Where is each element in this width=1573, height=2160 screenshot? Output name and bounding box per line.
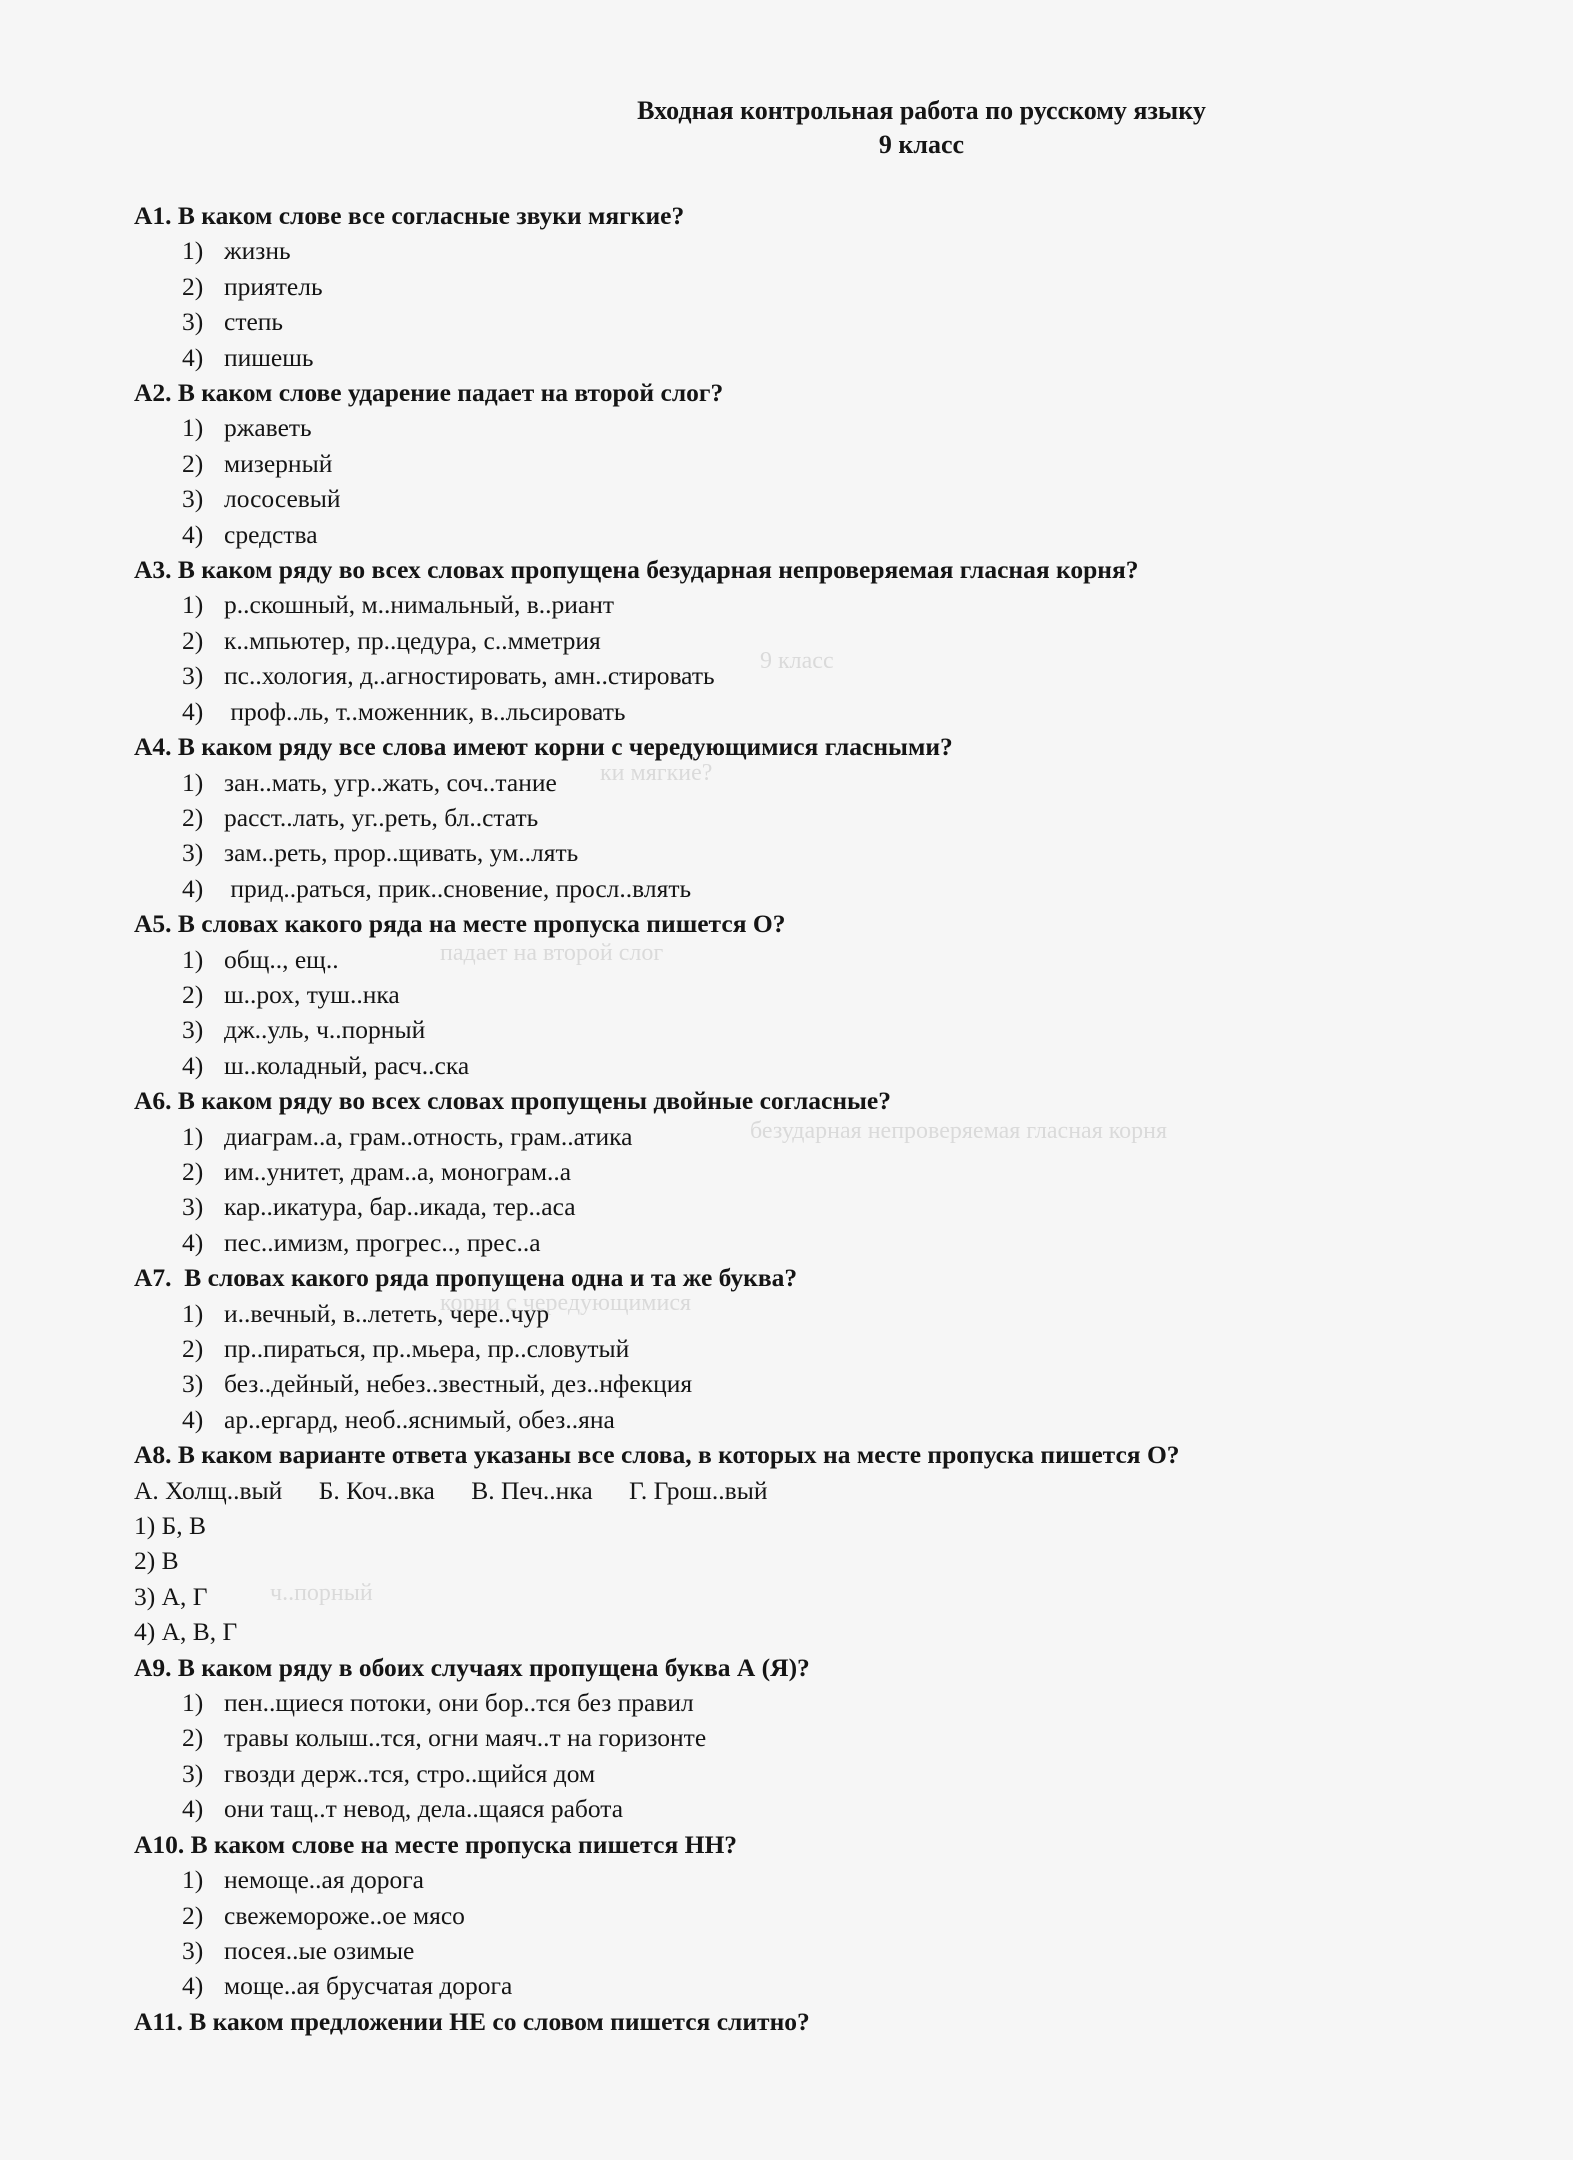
option-number: 1) [182,236,204,266]
question-a1: А1. В каком слове все согласные звуки мягкие? [134,201,685,230]
option [134,1898,1534,1933]
option-number: 3) [182,1015,204,1045]
document-title: Входная контрольная работа по русскому языку [637,96,1206,125]
option-number: 1) [182,1688,204,1718]
option [134,1933,1534,1968]
option [134,233,1534,268]
option-number: 3) [182,1758,204,1788]
option [134,304,1534,339]
word-b: Б. Коч..вка [318,1475,435,1505]
option-number: 2) [182,1723,204,1753]
option-text: ш..рох, туш..нка [224,979,400,1009]
question-a4: А4. В каком ряду все слова имеют корни с чередующимися гласными? [134,732,953,762]
option-text: гвозди держ..тся, стро..щийся дом [224,1758,596,1788]
option-text: лососевый [224,484,341,514]
option-text: средства [224,519,318,549]
option-text: немоще..ая дорога [224,1865,424,1895]
word-a: А. Холщ..вый [134,1475,283,1505]
option-text: они тащ..т невод, дела..щаяся работа [224,1794,624,1824]
bleed-through-text: 9 класс [760,648,834,674]
option [134,871,1534,906]
option-number: 3) [182,484,204,514]
option-number: 2) [182,979,204,1009]
option [134,1862,1534,1897]
bleed-through-text: ч..порный [270,1580,373,1606]
option-number: 2) [182,1334,204,1363]
bleed-through-text: безударная непроверяемая гласная корня [750,1118,1168,1144]
option-number: 4) [182,1971,204,2001]
option-text: приятель [224,271,323,301]
answer-option: 2) В [134,1546,179,1576]
option-text: р..скошный, м..нимальный, в..риант [224,590,614,620]
grade-label: 9 класс [878,130,965,159]
option-text: расст..лать, уг..реть, бл..стать [224,802,539,832]
option-number: 3) [182,1369,204,1399]
option [134,481,1534,516]
option [134,765,1534,800]
option-text: дж..уль, ч..порный [224,1015,426,1045]
option-text: жизнь [224,236,291,266]
option-text: зан..мать, угр..жать, соч..тание [224,767,557,797]
option [134,587,1534,622]
option-number: 1) [182,944,204,974]
option [134,340,1534,375]
answer-option: 1) Б, В [134,1511,207,1541]
option-number: 3) [182,838,204,868]
option-number: 2) [182,1156,204,1186]
option [134,1119,1534,1154]
option [134,1685,1534,1720]
option [134,942,1534,977]
document-header [0,94,1573,162]
option-text: моще..ая брусчатая дорога [224,1971,513,2001]
option-number: 1) [182,413,204,443]
option-number: 4) [182,1227,204,1257]
option-text: кар..икатура, бар..икада, тер..аса [224,1192,576,1222]
answer-option: 4) А, В, Г [134,1617,238,1647]
option-number: 1) [182,1298,204,1328]
option-number: 3) [182,307,204,337]
option-text: пишешь [224,342,314,372]
option-number: 4) [182,696,204,726]
option [134,1366,1534,1401]
bleed-through-text: падает на второй слог [440,940,664,966]
option [134,1225,1534,1260]
option [134,623,1534,658]
option-number: 1) [182,1865,204,1895]
option-text: зам..реть, прор..щивать, ум..лять [224,838,579,868]
option-number: 4) [182,1404,204,1434]
test-content [134,198,1534,2039]
option [134,1968,1534,2003]
option [134,1048,1534,1083]
word-list [134,1473,1534,1508]
option-number: 4) [182,873,204,903]
option-text: ш..коладный, расч..ска [224,1050,470,1080]
question-a7: А7. В словах какого ряда пропущена одна и та же буква? [134,1263,798,1293]
option-text: общ.., ещ.. [224,944,339,974]
option-number: 2) [182,802,204,832]
option [134,1296,1534,1331]
option-text: пр..пираться, пр..мьера, пр..словутый [224,1334,630,1363]
option-text: ар..ергард, необ..яснимый, обез..яна [224,1404,615,1434]
option-text: к..мпьютер, пр..цедура, с..мметрия [224,625,601,655]
option-text: прид..раться, прик..сновение, просл..влять [224,873,692,903]
option-number: 2) [182,1900,204,1930]
option-number: 3) [182,661,204,691]
option-text: степь [224,307,284,337]
option [134,1720,1534,1755]
option-text: посея..ые озимые [224,1935,415,1965]
option-text: и..вечный, в..лететь, чере..чур [224,1298,550,1328]
option-text: свежемороже..ое мясо [224,1900,465,1930]
option [134,694,1534,729]
option-text: пес..имизм, прогрес.., прес..а [224,1227,541,1257]
option-number: 1) [182,590,204,620]
option-text: мизерный [224,448,333,478]
word-g: Г. Грош..вый [629,1475,768,1505]
option [134,517,1534,552]
option-number: 4) [182,519,204,549]
bleed-through-text: корни с чередующимися [440,1290,692,1316]
question-a11: А11. В каком предложении НЕ со словом пишется слитно? [134,2006,810,2036]
option [134,1154,1534,1189]
option [134,1791,1534,1826]
option-number: 3) [182,1192,204,1222]
option [134,446,1534,481]
option-text: им..унитет, драм..а, монограм..а [224,1156,572,1186]
option [134,977,1534,1012]
option-number: 1) [182,1121,204,1151]
question-a2: А2. В каком слове ударение падает на второй слог? [134,378,724,408]
bleed-through-text: ки мягкие? [600,760,713,786]
option [134,410,1534,445]
question-a3: А3. В каком ряду во всех словах пропущена безударная непроверяемая гласная корня? [134,555,1139,585]
question-a8: А8. В каком варианте ответа указаны все слова, в которых на месте пропуска пишется О? [134,1440,1180,1470]
option-number: 1) [182,767,204,797]
option-number: 4) [182,342,204,372]
option-text: травы колыш..тся, огни маяч..т на горизонте [224,1723,707,1753]
option-number: 2) [182,625,204,655]
option-text: диаграм..а, грам..отность, грам..атика [224,1121,633,1151]
option-text: ржаветь [224,413,312,443]
option-number: 4) [182,1794,204,1824]
word-v: В. Печ..нка [471,1475,593,1505]
option [134,1756,1534,1791]
question-a9: А9. В каком ряду в обоих случаях пропущена буква А (Я)? [134,1652,810,1682]
option [134,1012,1534,1047]
option-number: 2) [182,448,204,478]
option [134,269,1534,304]
option [134,835,1534,870]
option-text: без..дейный, небез..звестный, дез..нфекция [224,1369,693,1399]
option [134,1189,1534,1224]
answer-option: 3) А, Г [134,1581,208,1611]
option-text: пен..щиеся потоки, они бор..тся без правил [224,1688,694,1718]
question-a6: А6. В каком ряду во всех словах пропущены двойные согласные? [134,1086,891,1116]
option [134,1331,1534,1366]
question-a10: А10. В каком слове на месте пропуска пишется НН? [134,1829,738,1859]
option [134,800,1534,835]
option-number: 3) [182,1935,204,1965]
option-number: 4) [182,1050,204,1080]
option-text: проф..ль, т..моженник, в..льсировать [224,696,626,726]
option-text: пс..хология, д..агностировать, амн..стировать [224,661,715,691]
option [134,1402,1534,1437]
option [134,658,1534,693]
option-number: 2) [182,271,204,301]
question-a5: А5. В словах какого ряда на месте пропуска пишется О? [134,909,786,939]
